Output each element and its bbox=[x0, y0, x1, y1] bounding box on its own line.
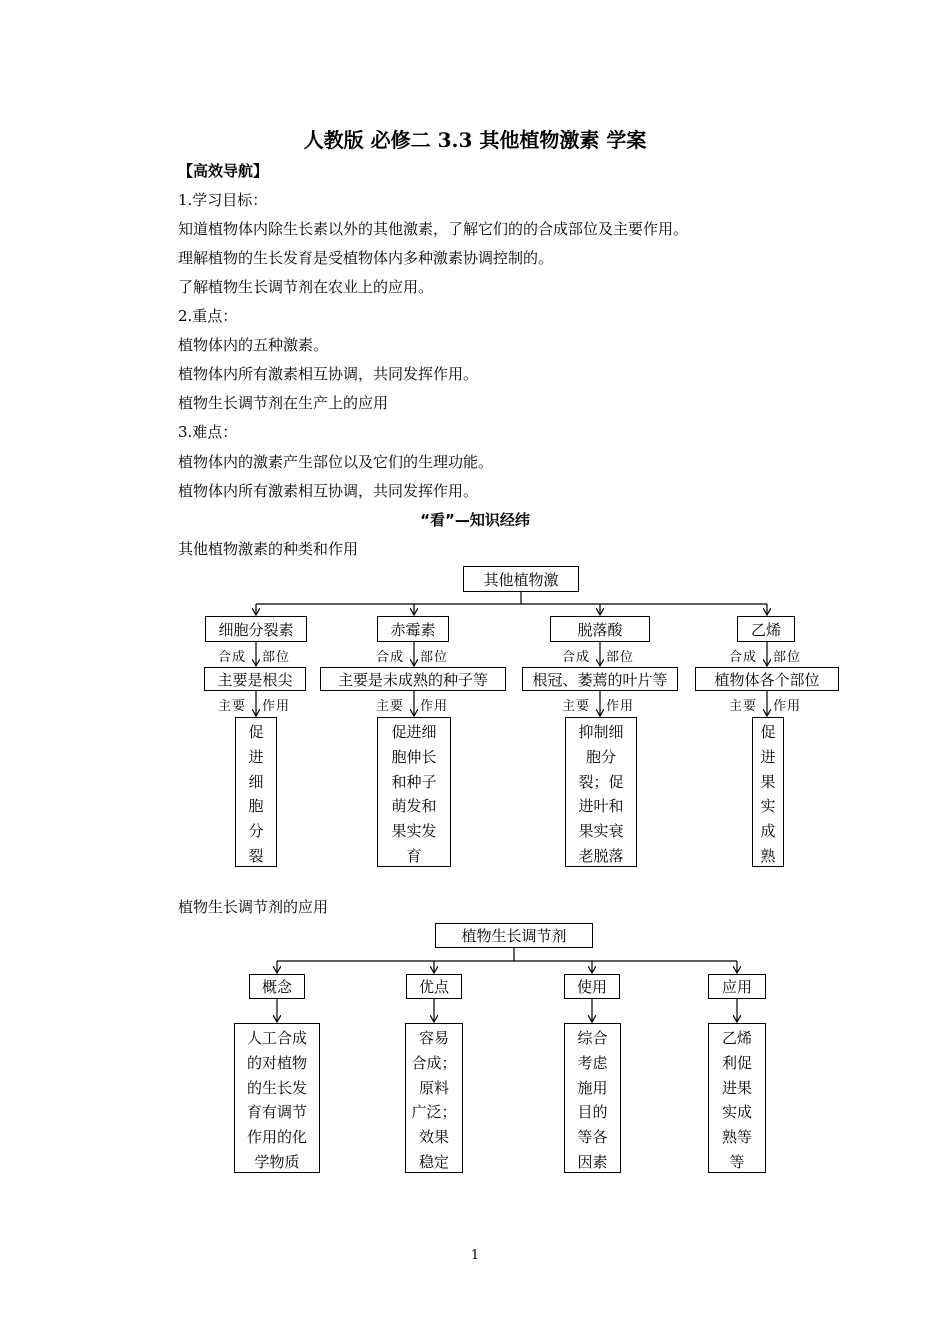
hormone-node: 细胞分裂素 bbox=[205, 616, 307, 642]
key-item: 植物体内所有激素相互协调，共同发挥作用。 bbox=[178, 365, 479, 383]
site-node: 主要是未成熟的种子等 bbox=[320, 667, 506, 691]
edge-label: 部位 bbox=[262, 650, 291, 665]
goal-item: 知道植物体内除生长素以外的其他激素，了解它们的的合成部位及主要作用。 bbox=[178, 220, 689, 238]
edge-label: 作用 bbox=[773, 699, 802, 714]
diagram2-root: 植物生长调节剂 bbox=[435, 923, 593, 948]
site-node: 根冠、萎蔫的叶片等 bbox=[522, 667, 678, 691]
key-item: 植物体内的五种激素。 bbox=[178, 336, 329, 354]
diagram1-caption: 其他植物激素的种类和作用 bbox=[178, 540, 359, 558]
site-node: 主要是根尖 bbox=[204, 667, 306, 691]
regulator-node: 应用 bbox=[708, 974, 766, 999]
page-number: 1 bbox=[470, 1248, 480, 1263]
goal-item: 了解植物生长调节剂在农业上的应用。 bbox=[178, 278, 434, 296]
goals-label: 1.学习目标： bbox=[178, 191, 268, 209]
regulator-content: 容易 合成； 原料 广泛； 效果 稳定 bbox=[405, 1023, 463, 1173]
edge-label: 合成 bbox=[218, 650, 247, 665]
goal-item: 理解植物的生长发育是受植物体内多种激素协调控制的。 bbox=[178, 249, 554, 267]
hormone-node: 脱落酸 bbox=[550, 616, 650, 642]
edge-label: 主要 bbox=[562, 699, 591, 714]
regulator-node: 优点 bbox=[406, 974, 462, 999]
edge-label: 部位 bbox=[606, 650, 635, 665]
subheading: “看”—知识经纬 bbox=[420, 511, 530, 529]
diagram1-root: 其他植物激 bbox=[463, 566, 579, 592]
regulator-content: 人工合成 的对植物 的生长发 育有调节 作用的化 学物质 bbox=[234, 1023, 320, 1173]
edge-label: 部位 bbox=[773, 650, 802, 665]
edge-label: 合成 bbox=[376, 650, 405, 665]
function-node: 抑制细 胞分 裂；促 进叶和 果实衰 老脱落 bbox=[565, 717, 637, 867]
section-heading: 【高效导航】 bbox=[178, 162, 269, 180]
key-label: 2.重点： bbox=[178, 307, 238, 325]
diagram2-caption: 植物生长调节剂的应用 bbox=[178, 898, 329, 916]
regulator-node: 使用 bbox=[564, 974, 620, 999]
function-node: 促进细 胞伸长 和种子 萌发和 果实发 育 bbox=[377, 717, 451, 867]
edge-label: 作用 bbox=[606, 699, 635, 714]
regulator-node: 概念 bbox=[249, 974, 305, 999]
regulator-content: 乙烯 利促 进果 实成 熟等 等 bbox=[708, 1023, 766, 1173]
edge-label: 作用 bbox=[420, 699, 449, 714]
site-node: 植物体各个部位 bbox=[695, 667, 839, 691]
difficult-item: 植物体内所有激素相互协调，共同发挥作用。 bbox=[178, 482, 479, 500]
difficult-label: 3.难点： bbox=[178, 423, 238, 441]
key-item: 植物生长调节剂在生产上的应用 bbox=[178, 394, 389, 412]
edge-label: 合成 bbox=[729, 650, 758, 665]
function-node: 促 进 细 胞 分 裂 bbox=[235, 717, 277, 867]
hormone-node: 赤霉素 bbox=[377, 616, 449, 642]
page-title: 人教版 必修二 3.3 其他植物激素 学案 bbox=[303, 128, 647, 152]
hormone-node: 乙烯 bbox=[737, 616, 795, 642]
difficult-item: 植物体内的激素产生部位以及它们的生理功能。 bbox=[178, 453, 494, 471]
edge-label: 主要 bbox=[218, 699, 247, 714]
edge-label: 作用 bbox=[262, 699, 291, 714]
edge-label: 部位 bbox=[420, 650, 449, 665]
edge-label: 主要 bbox=[729, 699, 758, 714]
function-node: 促 进 果 实 成 熟 bbox=[752, 717, 784, 867]
edge-label: 主要 bbox=[376, 699, 405, 714]
edge-label: 合成 bbox=[562, 650, 591, 665]
regulator-content: 综合 考虑 施用 目的 等各 因素 bbox=[564, 1023, 621, 1173]
